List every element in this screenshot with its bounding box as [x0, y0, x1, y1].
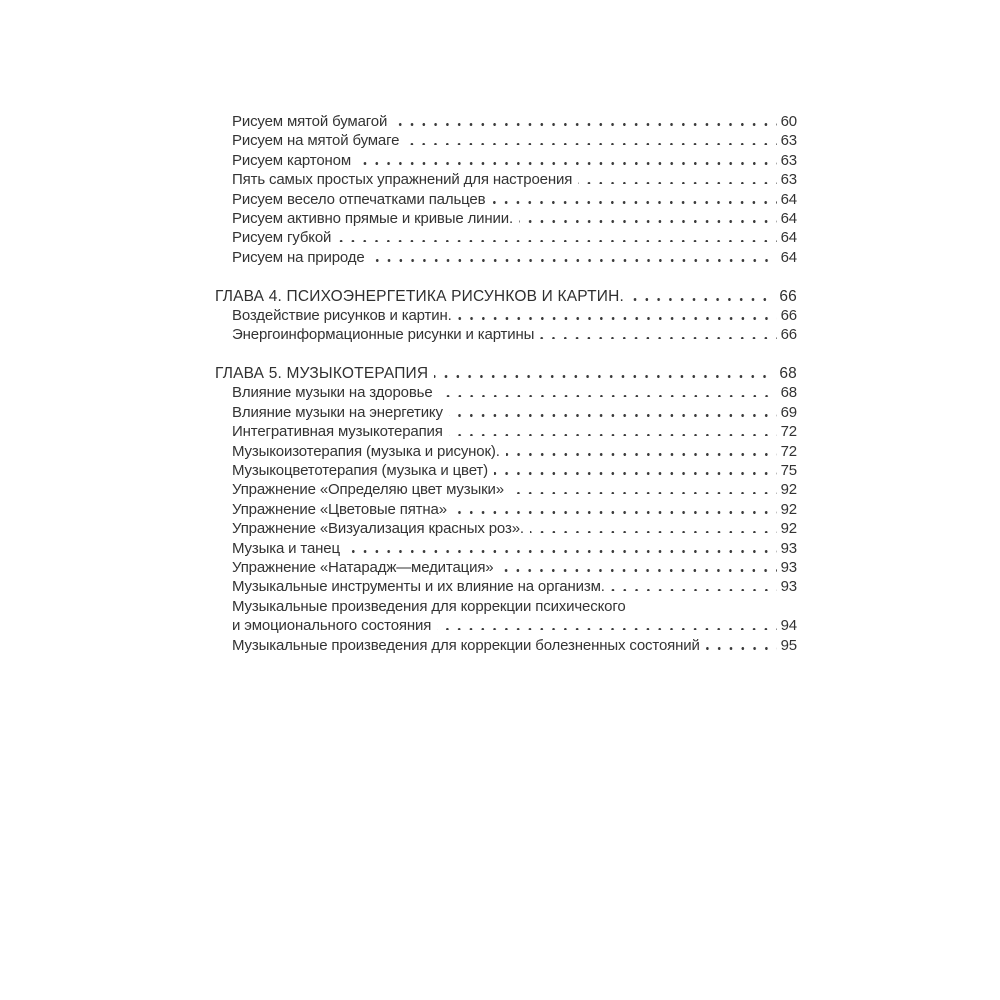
entry-label: Упражнение «Визуализация красных роз». — [232, 520, 524, 538]
dot-leader — [393, 123, 776, 126]
dot-leader — [458, 317, 777, 320]
page-number: 75 — [780, 462, 797, 480]
entry-label: Пять самых простых упражнений для настроения — [232, 171, 573, 189]
page-number: 63 — [780, 171, 797, 189]
toc-entry — [215, 403, 797, 422]
dot-leader — [519, 220, 777, 223]
toc-entry — [215, 325, 797, 344]
chapter-row — [215, 364, 797, 383]
entry-label: Упражнение «Определяю цвет музыки» — [232, 481, 504, 499]
page-number: 94 — [780, 617, 797, 635]
dot-leader — [449, 434, 777, 437]
page-number: 66 — [779, 287, 797, 305]
toc-entry — [215, 461, 797, 480]
dot-leader — [371, 259, 777, 262]
page-number: 72 — [780, 442, 797, 460]
page-number: 66 — [780, 326, 797, 344]
dot-leader — [540, 337, 776, 340]
entry-label: Музыкальные произведения для коррекции психического — [232, 597, 626, 615]
page-number: 64 — [780, 209, 797, 227]
toc-entry — [215, 558, 797, 577]
entry-label: Музыка и танец — [232, 539, 340, 557]
page-number: 64 — [780, 229, 797, 247]
toc-entry — [215, 539, 797, 558]
toc-entry — [215, 131, 797, 150]
dot-leader — [706, 647, 777, 650]
page-number: 92 — [780, 500, 797, 518]
page-number: 93 — [780, 558, 797, 576]
page-number: 64 — [780, 248, 797, 266]
dot-leader — [499, 569, 776, 572]
page-number: 63 — [780, 151, 797, 169]
toc-section — [215, 364, 797, 655]
page-number: 92 — [780, 520, 797, 538]
dot-leader — [611, 589, 777, 592]
toc-section — [215, 112, 797, 267]
page-number: 66 — [780, 306, 797, 324]
toc-entry — [215, 248, 797, 267]
page-number: 68 — [780, 384, 797, 402]
dot-leader — [449, 414, 777, 417]
page-number: 69 — [780, 403, 797, 421]
toc-section — [215, 287, 797, 345]
dot-leader — [357, 162, 777, 165]
chapter-row — [215, 287, 797, 306]
toc-entry — [215, 422, 797, 441]
entry-label: Музыкоцветотерапия (музыка и цвет) — [232, 462, 488, 480]
page-number: 93 — [780, 578, 797, 596]
entry-label: Рисуем картоном — [232, 151, 352, 169]
toc-entry — [215, 170, 797, 189]
dot-leader — [405, 143, 776, 146]
toc-entry — [215, 597, 797, 616]
entry-label: Музыкальные инструменты и их влияние на организм. — [232, 578, 605, 596]
entry-label: Рисуем губкой — [232, 229, 332, 247]
dot-leader — [434, 375, 775, 378]
entry-label: Воздействие рисунков и картин. — [232, 306, 452, 324]
toc-entry — [215, 636, 797, 655]
page-number: 63 — [780, 132, 797, 150]
page-number: 92 — [780, 481, 797, 499]
dot-leader — [491, 201, 776, 204]
toc-entry — [215, 519, 797, 538]
entry-label: Рисуем активно прямые и кривые линии. — [232, 209, 514, 227]
toc-entry — [215, 112, 797, 131]
dot-leader — [494, 472, 777, 475]
entry-label: Интегративная музыкотерапия — [232, 423, 443, 441]
toc — [215, 112, 797, 655]
page-number: 64 — [780, 190, 797, 208]
entry-label: Упражнение «Натарадж—медитация» — [232, 558, 494, 576]
dot-leader — [337, 240, 776, 243]
dot-leader — [437, 628, 776, 631]
dot-leader — [506, 453, 777, 456]
toc-entry — [215, 151, 797, 170]
toc-entry — [215, 480, 797, 499]
dot-leader — [630, 298, 775, 301]
entry-label: ГЛАВА 4. ПСИХОЭНЕРГЕТИКА РИСУНКОВ И КАРТИН. — [215, 287, 625, 305]
dot-leader — [439, 395, 777, 398]
toc-entry — [215, 306, 797, 325]
entry-label: Энергоинформационные рисунки и картины — [232, 326, 535, 344]
toc-entry-continuation — [215, 616, 797, 635]
page-number: 72 — [780, 423, 797, 441]
toc-entry — [215, 442, 797, 461]
entry-label: Музыкальные произведения для коррекции болезненных состояний — [232, 636, 700, 654]
toc-entry — [215, 190, 797, 209]
entry-label: Музыкоизотерапия (музыка и рисунок). — [232, 442, 500, 460]
dot-leader — [453, 511, 777, 514]
entry-label: Рисуем мятой бумагой — [232, 113, 388, 130]
entry-label: Рисуем весело отпечатками пальцев — [232, 190, 486, 208]
entry-label: и эмоционального состояния — [232, 617, 432, 635]
entry-label: Рисуем на мятой бумаге — [232, 132, 400, 150]
toc-entry — [215, 228, 797, 247]
entry-label: Влияние музыки на энергетику — [232, 403, 443, 421]
dot-leader — [510, 492, 777, 495]
toc-entry — [215, 577, 797, 596]
page-number: 95 — [780, 636, 797, 654]
entry-label: Влияние музыки на здоровье — [232, 384, 433, 402]
dot-leader — [530, 531, 777, 534]
page-number: 68 — [779, 365, 797, 383]
dot-leader — [578, 182, 776, 185]
dot-leader — [346, 550, 777, 553]
toc-entry — [215, 209, 797, 228]
entry-label: ГЛАВА 5. МУЗЫКОТЕРАПИЯ — [215, 365, 429, 383]
entry-label: Рисуем на природе — [232, 248, 365, 266]
toc-entry — [215, 383, 797, 402]
entry-label: Упражнение «Цветовые пятна» — [232, 500, 447, 518]
page-number: 93 — [780, 539, 797, 557]
toc-entry — [215, 500, 797, 519]
page-number: 60 — [780, 113, 797, 130]
